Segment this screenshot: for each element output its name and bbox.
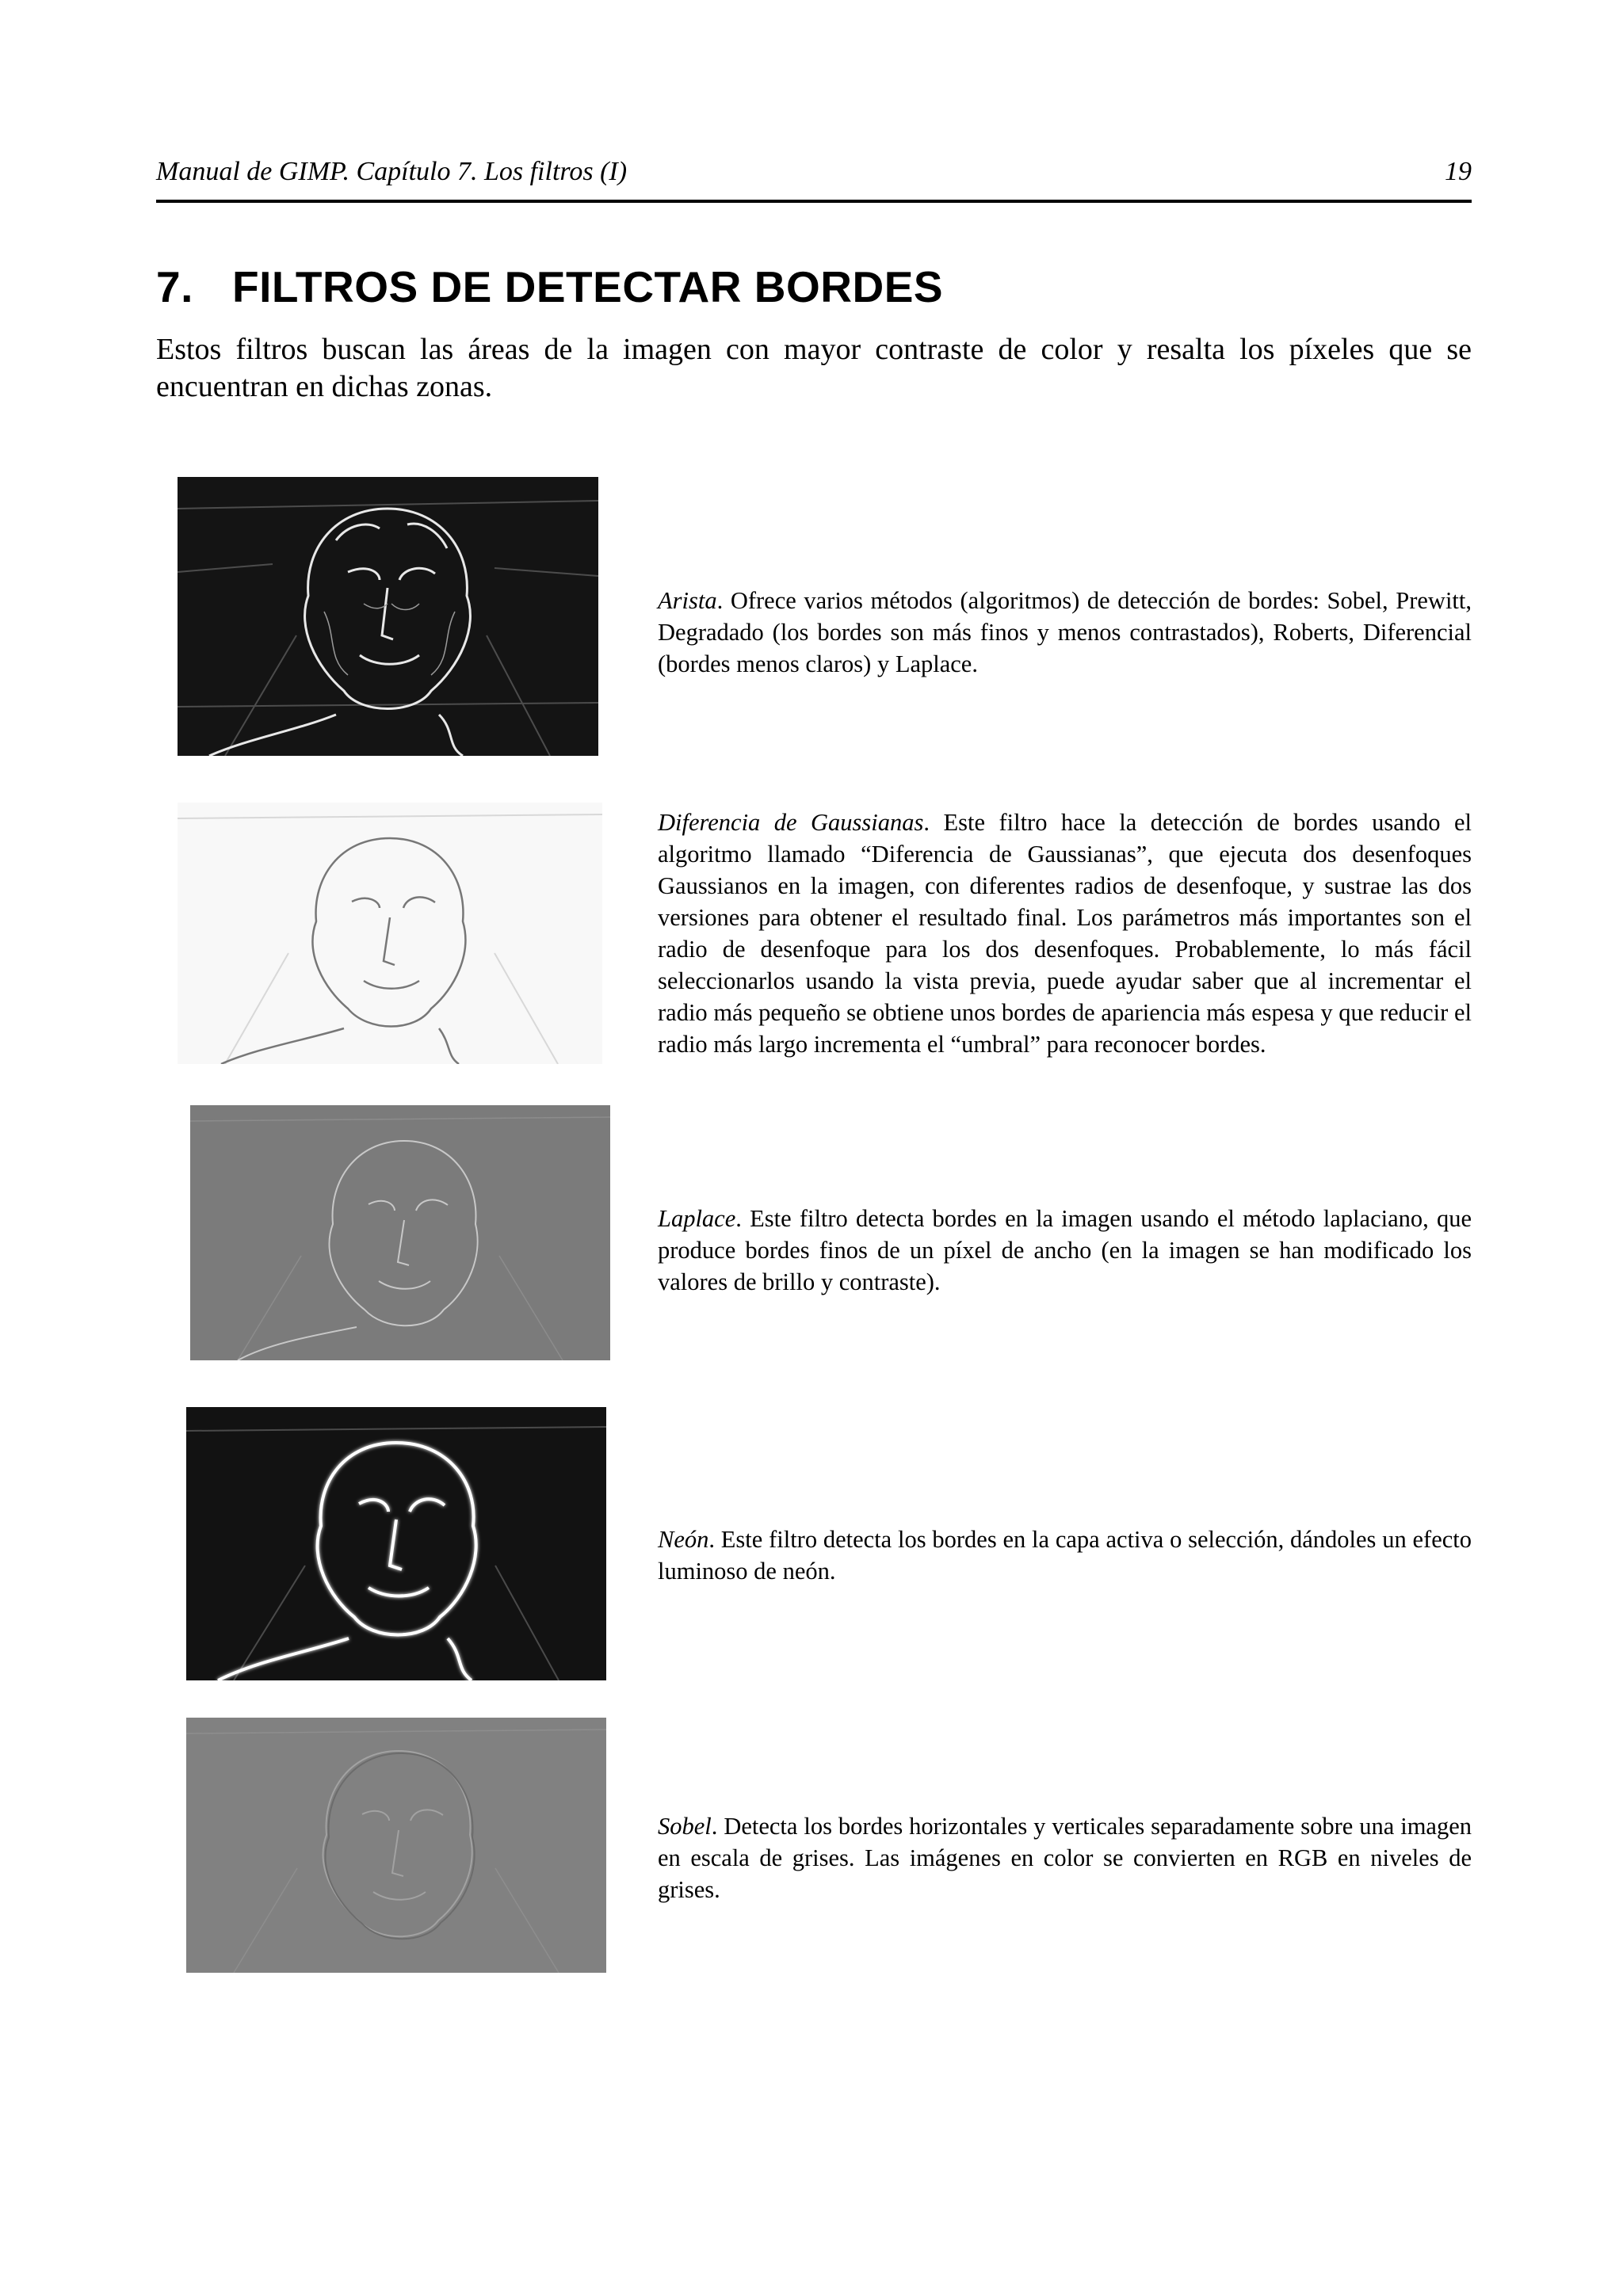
filter-name: Neón: [658, 1526, 709, 1553]
filter-laplace: [658, 1203, 1472, 1298]
filter-name: Laplace: [658, 1205, 736, 1232]
filter-neon: [658, 1524, 1472, 1587]
filter-diferencia-gaussianas: [658, 807, 1472, 1060]
arista-example-image: [178, 477, 598, 756]
filter-description: . Este filtro detecta los bordes en la capa activa o selección, dándoles un efecto luminoso de neón.: [658, 1526, 1472, 1585]
document-title: Manual de GIMP. Capítulo 7. Los filtros (I): [156, 157, 628, 186]
filter-description: . Detecta los bordes horizontales y verticales separadamente sobre una imagen en escala de grises. Las imágenes en color se convierten en RGB en niveles de grises.: [658, 1813, 1472, 1903]
filter-name: Sobel: [658, 1813, 712, 1840]
filter-description: . Ofrece varios métodos (algoritmos) de detección de bordes: Sobel, Prewitt, Degradado (los bordes son más finos y menos contrastados), Roberts, Diferencial (bordes menos claros) y Laplace.: [658, 587, 1472, 677]
page-header: [156, 155, 1472, 203]
neon-example-image: [186, 1407, 606, 1680]
section-number: 7.: [156, 262, 193, 311]
filter-description: . Este filtro hace la detección de bordes usando el algoritmo llamado “Diferencia de Gaussianas”, que ejecuta dos desenfoques Gaussianos en la imagen, con diferentes radios de desenfoque, y sustrae las dos versiones para obtener el resultado final. Los parámetros más importantes son el radio de desenfoque para los dos desenfoques. Probablemente, lo más fácil seleccionarlos usando la vista previa, puede ayudar saber que al incrementar el radio más pequeño se obtiene unos bordes de apariencia más espesa y que reducir el radio más largo incrementa el “umbral” para reconocer bordes.: [658, 809, 1472, 1058]
section-title: FILTROS DE DETECTAR BORDES: [232, 262, 944, 311]
filter-description: . Este filtro detecta bordes en la imagen usando el método laplaciano, que produce bordes finos de un píxel de ancho (en la imagen se han modificado los valores de brillo y contraste).: [658, 1205, 1472, 1295]
section-intro: Estos filtros buscan las áreas de la imagen con mayor contraste de color y resalta los píxeles que se encuentran en dichas zonas.: [156, 333, 1472, 403]
diferencia-gaussianas-example-image: [178, 803, 602, 1064]
sobel-example-image: [186, 1718, 606, 1973]
page-number: 19: [1445, 157, 1472, 186]
filter-name: Arista: [658, 587, 717, 614]
filter-sobel: [658, 1810, 1472, 1905]
filter-arista: [658, 585, 1472, 680]
laplace-example-image: [190, 1105, 610, 1360]
filter-name: Diferencia de Gaussianas: [658, 809, 924, 836]
section-heading: [156, 261, 943, 312]
